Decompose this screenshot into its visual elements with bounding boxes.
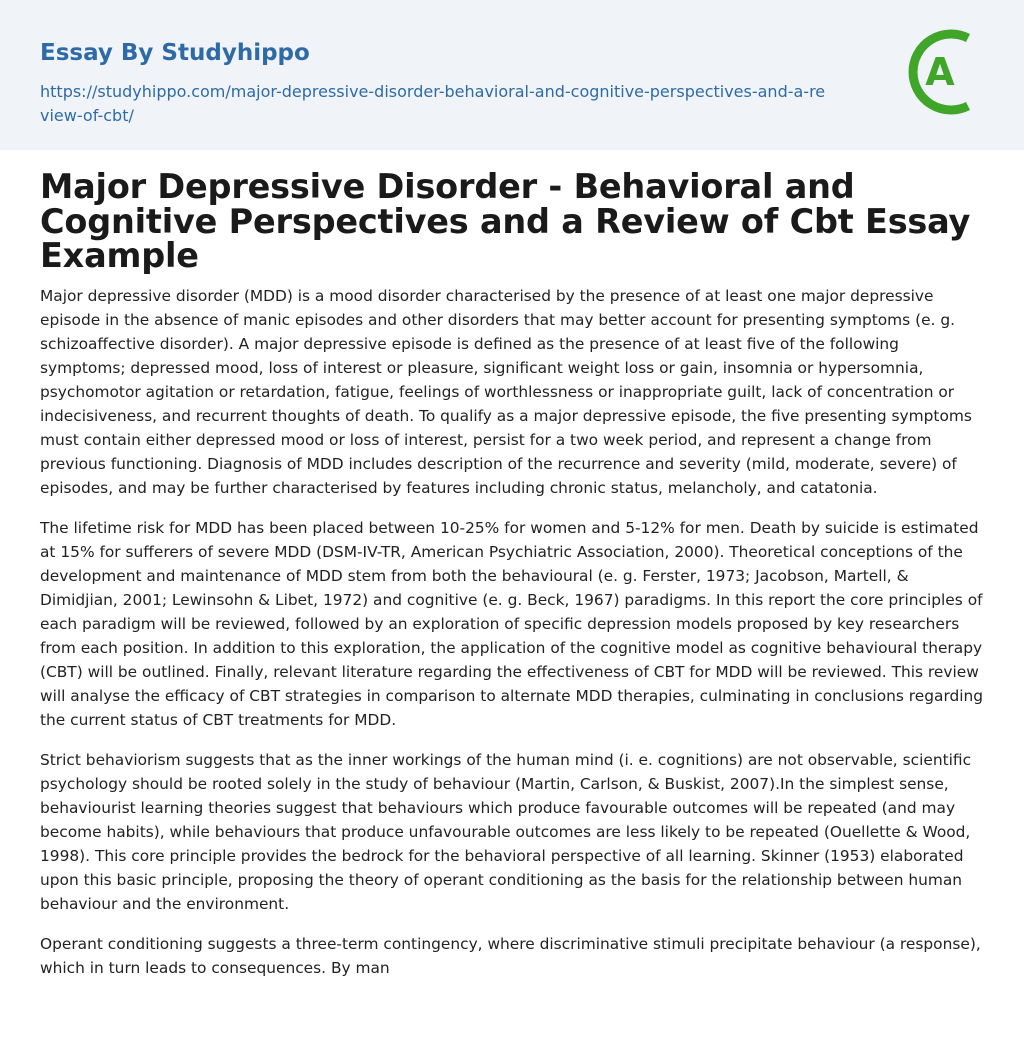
article-title: Major Depressive Disorder - Behavioral and Cognitive Perspectives and a Review of Cbt Essay Example	[40, 167, 971, 275]
article-paragraph: Major depressive disorder (MDD) is a mood disorder characterised by the presence of at least one major depressive episode in the absence of manic episodes and other disorders that may better account for presenting symptoms (e. g. schizoaffective disorder). A major depressive episode is defined as the presence of at least five of the following symptoms; depressed mood, loss of interest or pleasure, significant weight loss or gain, insomnia or hypersomnia, psychomotor agitation or retardation, fatigue, feelings of worthlessness or inappropriate guilt, lack of concentration or indecisiveness, and recurrent thoughts of death. To qualify as a major depressive episode, the five presenting symptoms must contain either depressed mood or loss of interest, persist for a two week period, and represent a change from previous functioning. Diagnosis of MDD includes description of the recurrence and severity (mild, moderate, severe) of episodes, and may be further characterised by features including chronic status, melancholy, and catatonia.	[40, 287, 972, 497]
site-header	[0, 0, 1024, 150]
logo-letter: A	[925, 50, 955, 94]
article-paragraph: Operant conditioning suggests a three-term contingency, where discriminative stimuli precipitate behaviour (a response), which in turn leads to consequences. By man	[40, 935, 981, 977]
article-paragraph: Strict behaviorism suggests that as the inner workings of the human mind (i. e. cognitions) are not observable, scientific psychology should be rooted solely in the study of behaviour (Martin, Carlson, & Buskist, 2007).In the simplest sense, behaviourist learning theories suggest that behaviours which produce favourable outcomes will be repeated (and may become habits), while behaviours that produce unfavourable outcomes are less likely to be repeated (Ouellette & Wood, 1998). This core principle provides the bedrock for the behavioral perspective of all learning. Skinner (1953) elaborated upon this basic principle, proposing the theory of operant conditioning as the basis for the relationship between human behaviour and the environment.	[40, 751, 972, 913]
site-brand[interactable]: Essay By Studyhippo	[40, 40, 310, 66]
article-body	[40, 284, 985, 996]
essay-url-link[interactable]: https://studyhippo.com/major-depressive-disorder-behavioral-and-cognitive-perspectives-and-a-review-of-cbt/	[40, 82, 826, 125]
article-paragraph: The lifetime risk for MDD has been placed between 10-25% for women and 5-12% for men. Death by suicide is estimated at 15% for sufferers of severe MDD (DSM-IV-TR, American Psychiatric Association, 2000). Theoretical conceptions of the development and maintenance of MDD stem from both the behavioural (e. g. Ferster, 1973; Jacobson, Martell, & Dimidjian, 2001; Lewinsohn & Libet, 1972) and cognitive (e. g. Beck, 1967) paradigms. In this report the core principles of each paradigm will be reviewed, followed by an exploration of specific depression models proposed by key researchers from each position. In addition to this exploration, the application of the cognitive model as cognitive behavioural therapy (CBT) will be outlined. Finally, relevant literature regarding the effectiveness of CBT for MDD will be reviewed. This review will analyse the efficacy of CBT strategies in comparison to alternate MDD therapies, culminating in conclusions regarding the current status of CBT treatments for MDD.	[40, 519, 984, 729]
studyhippo-logo-icon[interactable]	[904, 28, 988, 116]
